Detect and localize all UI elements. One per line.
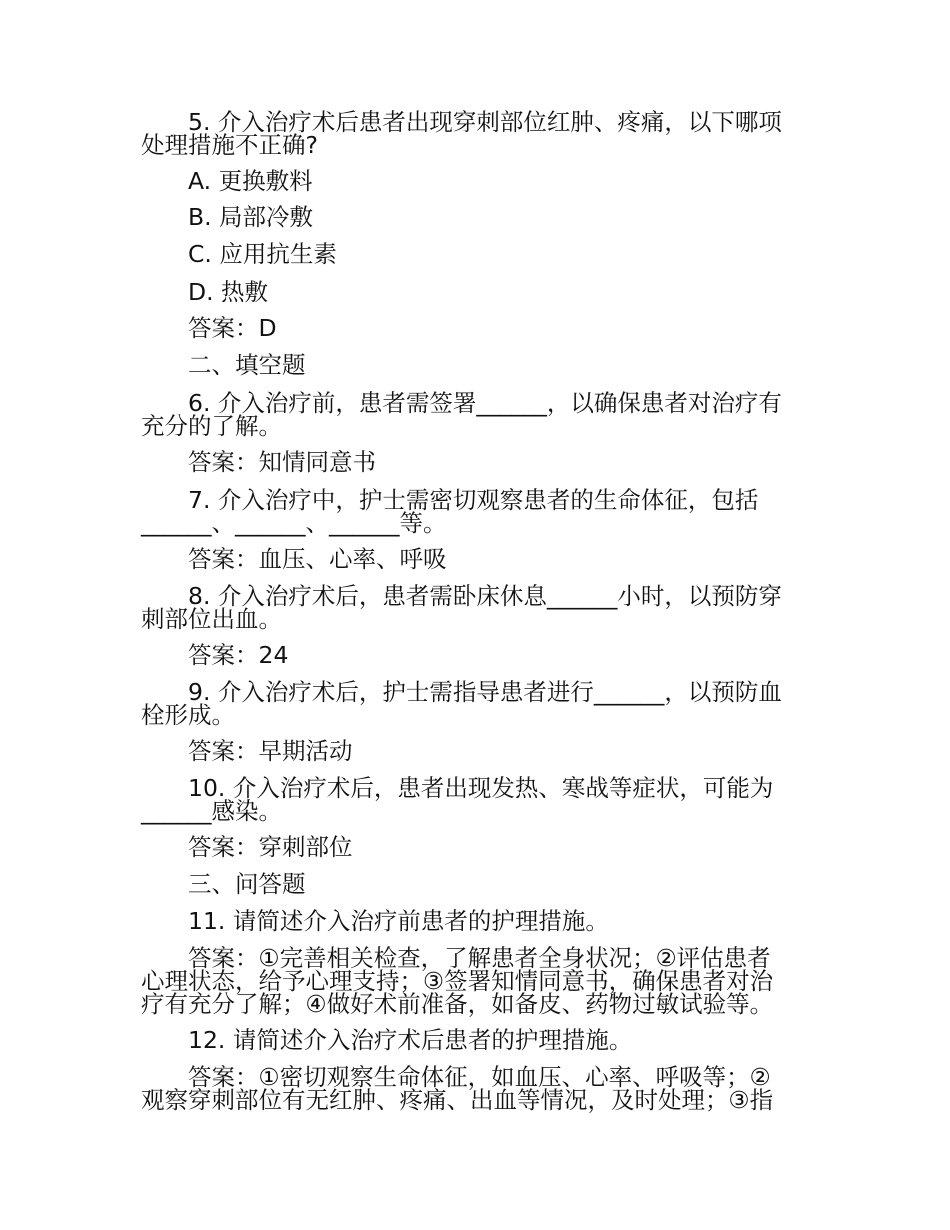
q5-option-b: B. 局部冷敷 bbox=[188, 203, 314, 231]
q10-line1: 10. 介入治疗术后，患者出现发热、寒战等症状，可能为 bbox=[188, 774, 774, 802]
q8-answer: 答案：24 bbox=[188, 641, 289, 669]
q8-line2: 刺部位出血。 bbox=[141, 605, 282, 633]
q9-answer: 答案：早期活动 bbox=[188, 737, 353, 765]
q5-line2: 处理措施不正确? bbox=[141, 131, 318, 159]
q6-line1: 6. 介入治疗前，患者需签署______，以确保患者对治疗有 bbox=[188, 389, 782, 417]
q11-answer-line3: 疗有充分了解；④做好术前准备，如备皮、药物过敏试验等。 bbox=[141, 990, 774, 1018]
q10-answer: 答案：穿刺部位 bbox=[188, 833, 353, 861]
q5-option-a: A. 更换敷料 bbox=[188, 167, 313, 195]
q5-line1: 5. 介入治疗术后患者出现穿刺部位红肿、疼痛，以下哪项 bbox=[188, 108, 782, 136]
q11-answer-line1: 答案：①完善相关检查，了解患者全身状况；②评估患者 bbox=[188, 944, 771, 972]
q6-answer: 答案：知情同意书 bbox=[188, 448, 376, 476]
q9-line1: 9. 介入治疗术后，护士需指导患者进行______，以预防血 bbox=[188, 678, 782, 706]
q9-line2: 栓形成。 bbox=[141, 701, 235, 729]
q11-answer-line2: 心理状态，给予心理支持；③签署知情同意书，确保患者对治 bbox=[141, 967, 774, 995]
section-heading-essay: 三、问答题 bbox=[188, 870, 306, 898]
q5-option-d: D. 热敷 bbox=[188, 278, 269, 306]
q5-answer: 答案：D bbox=[188, 314, 277, 342]
q12-line1: 12. 请简述介入治疗术后患者的护理措施。 bbox=[188, 1026, 633, 1054]
q7-answer: 答案：血压、心率、呼吸 bbox=[188, 545, 447, 573]
q6-line2: 充分的了解。 bbox=[141, 412, 282, 440]
q12-answer-line1: 答案：①密切观察生命体征，如血压、心率、呼吸等；② bbox=[188, 1063, 771, 1091]
q11-line1: 11. 请简述介入治疗前患者的护理措施。 bbox=[188, 907, 609, 935]
q5-option-c: C. 应用抗生素 bbox=[188, 240, 337, 268]
section-heading-fill-in: 二、填空题 bbox=[188, 351, 306, 379]
q7-line2: ______、______、______等。 bbox=[141, 509, 447, 537]
q7-line1: 7. 介入治疗中，护士需密切观察患者的生命体征，包括 bbox=[188, 486, 759, 514]
q10-line2: ______感染。 bbox=[141, 797, 282, 825]
q8-line1: 8. 介入治疗术后，患者需卧床休息______小时，以预防穿 bbox=[188, 582, 782, 610]
q12-answer-line2: 观察穿刺部位有无红肿、疼痛、出血等情况，及时处理；③指 bbox=[141, 1086, 774, 1114]
